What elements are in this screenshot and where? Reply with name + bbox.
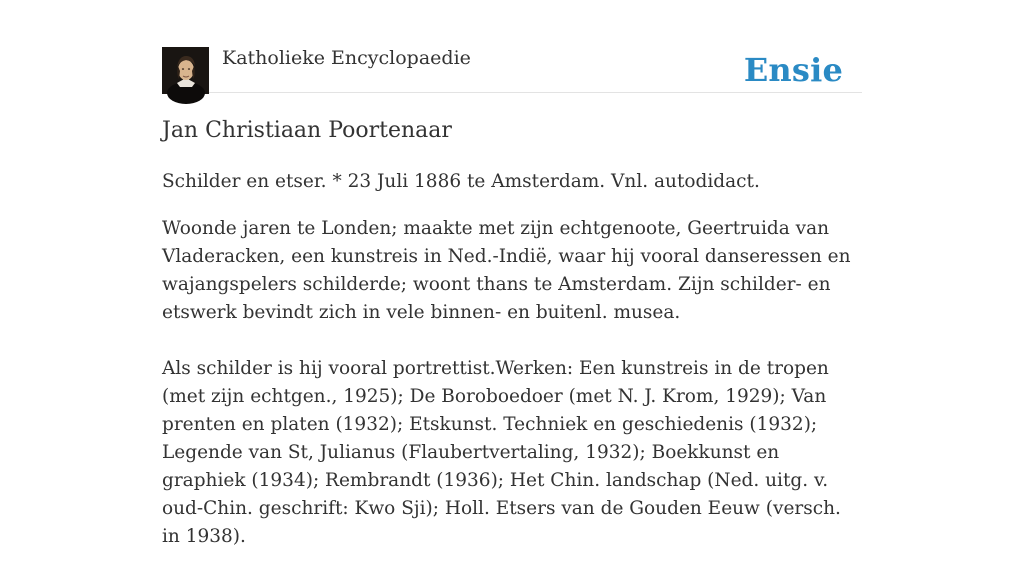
article-paragraph: Als schilder is hij vooral portrettist.Werken: Een kunstreis in de tropen (met zijn echtgen., 1925); De Boroboedoer (met N. J. Krom, 1929); Van prenten en platen (1932); Etskunst. Techniek en geschiedenis (1932); Legende van St, Julianus (Flaubertvertaling, 1932); Boekkunst en graphiek (1934); Rembrandt (1936); Het Chin. landschap (Ned. uitg. v. oud-Chin. geschrift: Kwo Sji); Holl. Etsers van de Gouden Eeuw (versch. in 1938). <box>162 358 841 547</box>
article-title: Jan Christiaan Poortenaar <box>162 118 452 143</box>
article-summary: Schilder en etser. * 23 Juli 1886 te Amsterdam. Vnl. autodidact. <box>162 171 760 192</box>
article-paragraph: Woonde jaren te Londen; maakte met zijn echtgenoote, Geertruida van Vladeracken, een kunstreis in Ned.-Indië, waar hij vooral danseressen en wajangspelers schilderde; woont thans te Amsterdam. Zijn schilder- en etswerk bevindt zich in vele binnen- en buitenl. musea. <box>162 218 851 323</box>
article-page <box>162 0 862 547</box>
ensie-logo[interactable]: Ensie <box>743 51 843 89</box>
source-name[interactable]: Katholieke Encyclopaedie <box>222 47 471 69</box>
portrait-avatar[interactable] <box>162 47 209 94</box>
article-header <box>162 0 862 93</box>
portrait-icon <box>162 47 209 94</box>
article-body <box>162 215 862 579</box>
